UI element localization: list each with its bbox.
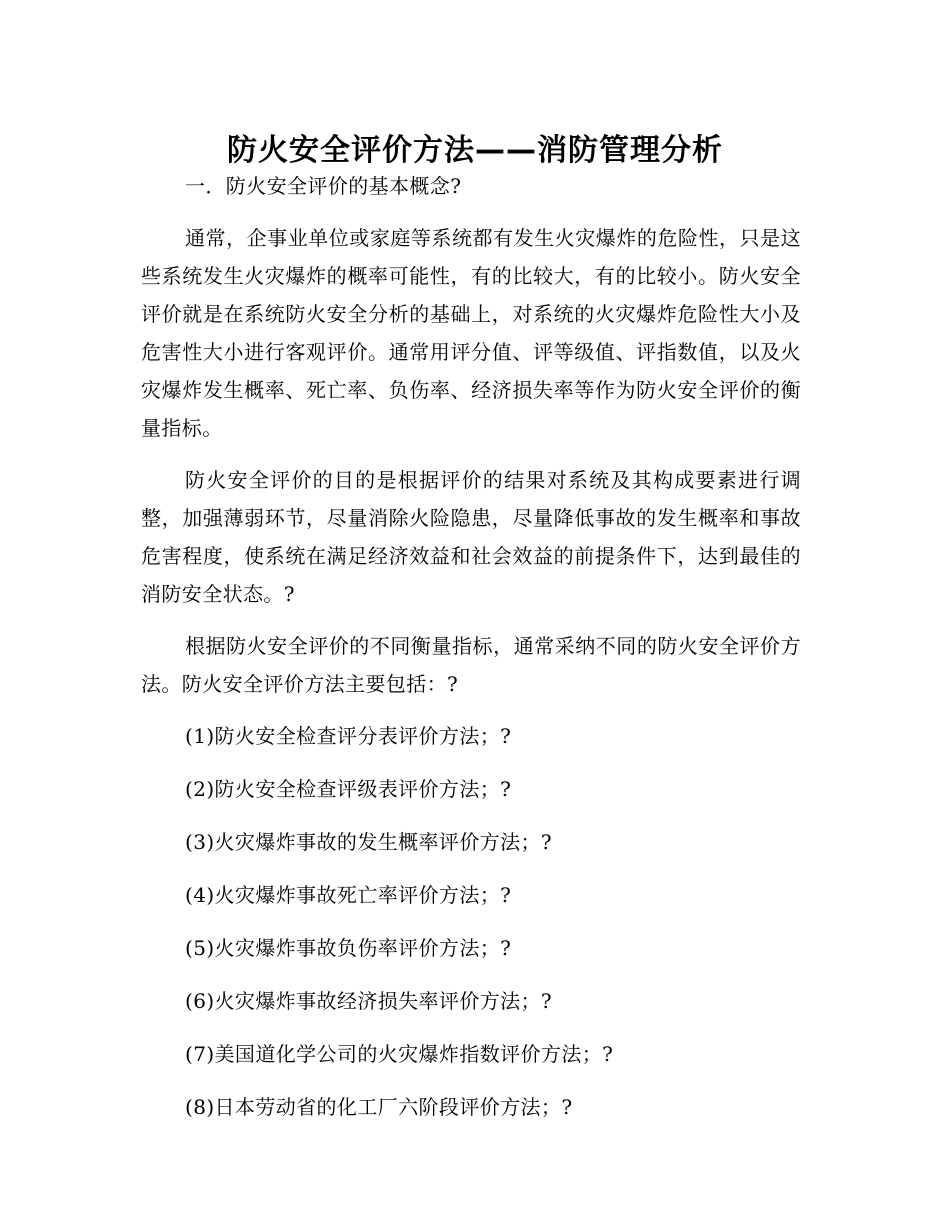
list-item: (2)防火安全检查评级表评价方法；? [185, 777, 512, 801]
list-item: (6)火灾爆炸事故经济损失率评价方法；? [185, 989, 553, 1013]
paragraph-methods-intro: 根据防火安全评价的不同衡量指标，通常采纳不同的防火安全评价方法。防火安全评价方法主要包括：? [141, 634, 801, 696]
list-item: (3)火灾爆炸事故的发生概率评价方法；? [185, 830, 553, 854]
list-item: (1)防火安全检查评分表评价方法；? [185, 724, 512, 748]
list-item: (5)火灾爆炸事故负伤率评价方法；? [185, 936, 512, 960]
method-list [141, 717, 801, 1126]
section-heading: 一．防火安全评价的基本概念? [185, 174, 462, 198]
document-title: 防火安全评价方法——消防管理分析 [227, 133, 723, 169]
list-item: (8)日本劳动省的化工厂六阶段评价方法；? [185, 1095, 573, 1119]
list-item: (4)火灾爆炸事故死亡率评价方法；? [185, 883, 512, 907]
paragraph-purpose: 防火安全评价的目的是根据评价的结果对系统及其构成要素进行调整，加强薄弱环节，尽量消除火险隐患，尽量降低事故的发生概率和事故危害程度，使系统在满足经济效益和社会效益的前提条件下，达到最佳的消防安全状态。? [141, 468, 801, 606]
list-item: (7)美国道化学公司的火灾爆炸指数评价方法；? [185, 1042, 614, 1066]
paragraph-concept: 通常，企事业单位或家庭等系统都有发生火灾爆炸的危险性，只是这些系统发生火灾爆炸的概率可能性，有的比较大，有的比较小。防火安全评价就是在系统防火安全分析的基础上，对系统的火灾爆炸危险性大小及危害性大小进行客观评价。通常用评分值、评等级值、评指数值，以及火灾爆炸发生概率、死亡率、负伤率、经济损失率等作为防火安全评价的衡量指标。 [141, 226, 801, 440]
document-body [141, 167, 801, 1141]
